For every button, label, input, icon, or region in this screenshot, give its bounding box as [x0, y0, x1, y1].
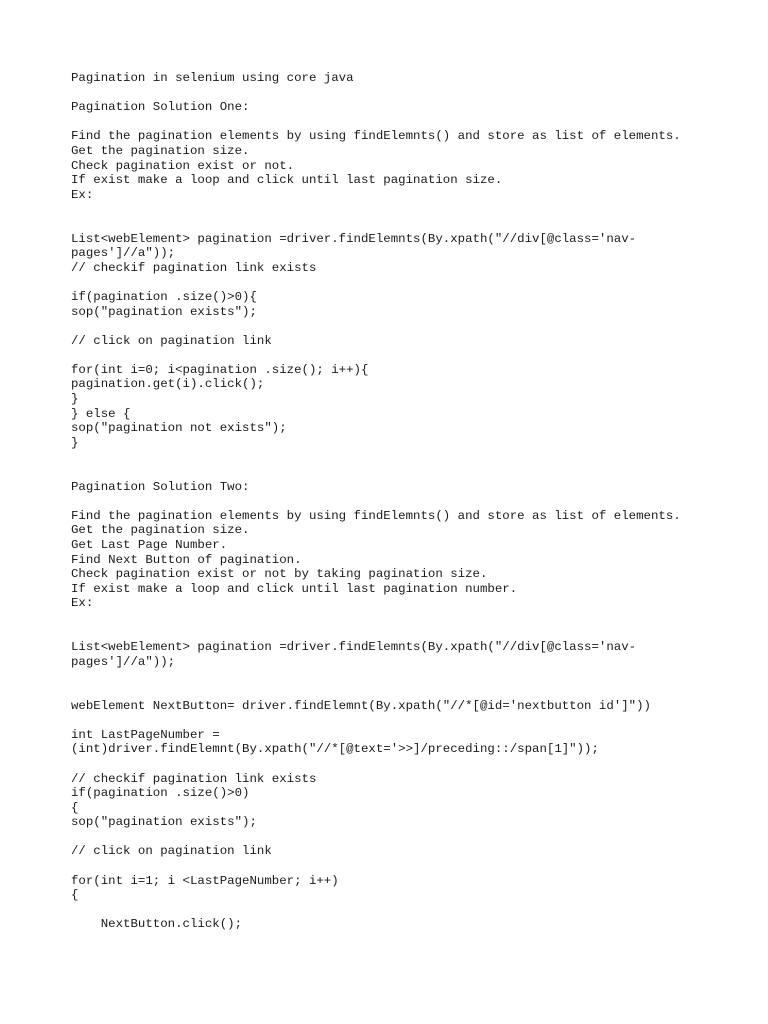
code-line: pages']//a"));	[71, 654, 176, 669]
blank-line	[71, 465, 751, 480]
text-line: Check pagination exist or not.	[71, 158, 295, 173]
code-line: webElement NextButton= driver.findElemnt(By.xpath("//*[@id='nextbutton id']"))	[71, 698, 651, 713]
code-line: pages']//a"));	[71, 246, 176, 261]
code-line: (int)driver.findElemnt(By.xpath("//*[@text='>>]/preceding::/span[1]"));	[71, 742, 599, 757]
text-line: Ex:	[71, 187, 94, 202]
code-line: NextButton.click();	[71, 917, 243, 932]
blank-line	[71, 611, 751, 626]
code-line: List<webElement> pagination =driver.findElemnts(By.xpath("//div[@class='nav-	[71, 231, 637, 246]
code-line: sop("pagination exists");	[71, 304, 257, 319]
section-heading: Pagination Solution One:	[71, 100, 250, 115]
blank-line	[71, 115, 751, 130]
blank-line	[71, 319, 751, 334]
blank-line	[71, 202, 751, 217]
blank-line	[71, 859, 751, 874]
text-line: If exist make a loop and click until last pagination size.	[71, 173, 503, 188]
text-line: Find Next Button of pagination.	[71, 552, 302, 567]
blank-line	[71, 713, 751, 728]
code-line: for(int i=1; i <LastPageNumber; i++)	[71, 873, 339, 888]
code-line: // checkif pagination link exists	[71, 771, 317, 786]
code-line: pagination.get(i).click();	[71, 377, 265, 392]
text-line: Get Last Page Number.	[71, 538, 228, 552]
code-line: int LastPageNumber =	[71, 727, 220, 742]
code-line: }	[71, 435, 79, 450]
section-heading: Pagination Solution Two:	[71, 479, 250, 494]
code-line: List<webElement> pagination =driver.findElemnts(By.xpath("//div[@class='nav-	[71, 640, 637, 655]
blank-line	[71, 669, 751, 684]
code-line: if(pagination .size()>0){	[71, 289, 257, 304]
code-line: // click on pagination link	[71, 844, 272, 859]
code-line: } else {	[71, 406, 131, 421]
blank-line	[71, 757, 751, 772]
blank-line	[71, 626, 751, 641]
blank-line	[71, 275, 751, 290]
text-line: Get the pagination size.	[71, 523, 250, 538]
blank-line	[71, 903, 751, 918]
code-line: {	[71, 800, 79, 815]
blank-line	[71, 494, 751, 509]
text-line: If exist make a loop and click until last pagination number.	[71, 581, 518, 596]
code-line: }	[71, 392, 79, 407]
blank-line	[71, 348, 751, 363]
code-line: for(int i=0; i<pagination .size(); i++){	[71, 362, 369, 377]
text-line: Find the pagination elements by using findElemnts() and store as list of elements.	[71, 508, 681, 523]
document-page	[71, 71, 751, 932]
code-line: // click on pagination link	[71, 333, 272, 348]
blank-line	[71, 684, 751, 699]
blank-line	[71, 830, 751, 845]
code-line: sop("pagination not exists");	[71, 421, 287, 436]
blank-line	[71, 217, 751, 232]
code-line: if(pagination .size()>0)	[71, 786, 250, 801]
text-line: Find the pagination elements by using findElemnts() and store as list of elements.	[71, 129, 681, 144]
document-title: Pagination in selenium using core java	[71, 71, 354, 85]
code-line: sop("pagination exists");	[71, 815, 257, 830]
text-line: Get the pagination size.	[71, 143, 250, 158]
code-line: // checkif pagination link exists	[71, 260, 317, 275]
code-line: {	[71, 888, 79, 903]
text-line: Check pagination exist or not by taking pagination size.	[71, 567, 488, 582]
text-line: Ex:	[71, 596, 94, 611]
blank-line	[71, 450, 751, 465]
blank-line	[71, 86, 751, 101]
